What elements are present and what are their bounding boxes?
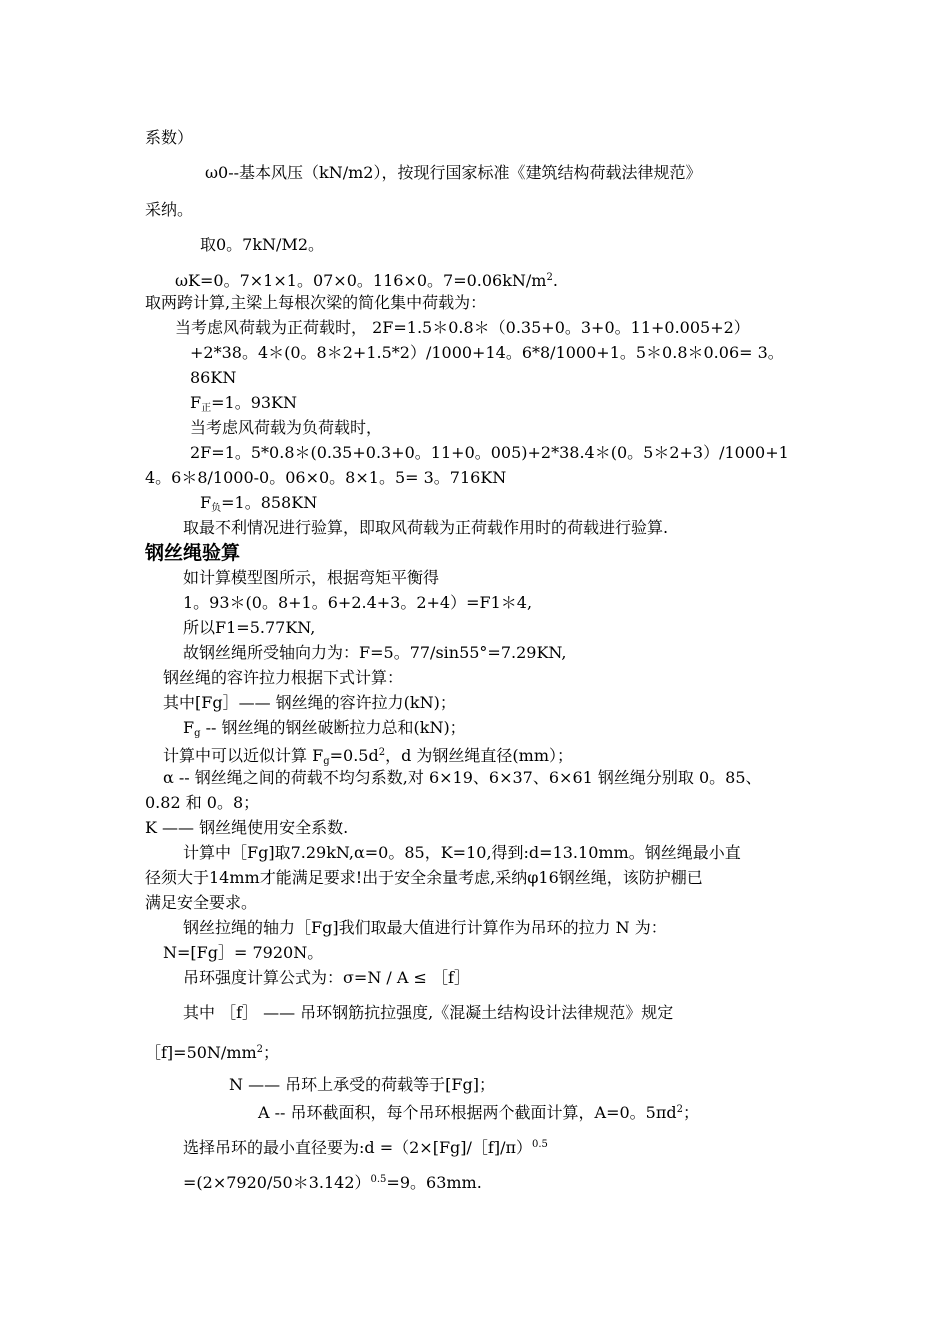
text-line: 故钢丝绳所受轴向力为：F=5。77/sin55°=7.29KN, bbox=[183, 643, 567, 662]
text-line: N —— 吊环上承受的荷载等于[Fg]； bbox=[229, 1075, 496, 1094]
text-line: +2*38。4＊(0。8＊2+1.5*2）/1000+14。6*8/1000+1。5＊0.8＊0.06= 3。 bbox=[190, 343, 784, 362]
text-line: 2F=1。5*0.8＊(0.35+0.3+0。11+0。005)+2*38.4＊(0。5＊2+3）/1000+1 bbox=[190, 443, 789, 462]
text-line: 取两跨计算,主梁上每根次梁的简化集中荷载为： bbox=[145, 293, 487, 312]
text-line: 采纳。 bbox=[145, 200, 194, 219]
text-line: 86KN bbox=[190, 368, 237, 387]
text-line: 计算中可以近似计算 $F_g=0.5d^2$，d 为钢丝绳直径(mm）； bbox=[163, 746, 573, 767]
text-line: 满足安全要求。 bbox=[145, 893, 258, 912]
section-heading: 钢丝绳验算 bbox=[145, 542, 241, 564]
text-line: 4。6＊8/1000-0。06×0。8×1。5= 3。716KN bbox=[145, 468, 507, 487]
text-line: 其中[Fg］—— 钢丝绳的容许拉力(kN)； bbox=[163, 693, 456, 712]
text-line: α -- 钢丝绳之间的荷载不均匀系数,对 6×19、6×37、6×61 钢丝绳分别取 0。85、 bbox=[163, 768, 762, 787]
text-line: 0.82 和 0。8； bbox=[145, 793, 260, 812]
text-line: 取最不利情况进行验算，即取风荷载为正荷载作用时的荷载进行验算. bbox=[183, 518, 669, 537]
text-line: K —— 钢丝绳使用安全系数. bbox=[145, 818, 349, 837]
text-line: ω0--基本风压（kN/m2），按现行国家标准《建筑结构荷载法律规范》 bbox=[205, 163, 702, 182]
text-line: 吊环强度计算公式为：σ=N / A ≤ ［f］ bbox=[183, 968, 470, 987]
text-line: $F_g$ -- 钢丝绳的钢丝破断拉力总和(kN)； bbox=[183, 718, 466, 739]
text-line: 钢丝绳的容许拉力根据下式计算： bbox=[163, 668, 404, 687]
text-line: A -- 吊环截面积，每个吊环根据两个截面计算，A=0。$5\pi d^2$； bbox=[258, 1103, 700, 1122]
text-line: 1。93＊(0。8+1。6+2.4+3。2+4）=F1＊4, bbox=[183, 593, 533, 612]
text-line: $F_负=1$。858KN bbox=[200, 493, 318, 514]
text-line: 所以F1=5.77KN, bbox=[183, 618, 316, 637]
text-line: N=[Fg］= 7920N。 bbox=[163, 943, 324, 962]
text-line: 钢丝拉绳的轴力［Fg]我们取最大值进行计算作为吊环的拉力 N 为： bbox=[183, 918, 667, 937]
text-line: ωK=0。7×1×1。07×0。116×0。$7=0.06kN/m^2$. bbox=[175, 271, 558, 290]
text-line: $[f]=50N/mm^2$； bbox=[145, 1043, 280, 1062]
text-line: 系数） bbox=[145, 128, 194, 147]
text-line: 当考虑风荷载为负荷载时， bbox=[190, 418, 383, 437]
text-line: 当考虑风荷载为正荷载时， 2F=1.5＊0.8＊（0.35+0。3+0。11+0.005+2） bbox=[175, 318, 750, 337]
text-line: 选择吊环的最小直径要为:d =（2×[Fg]/［f]/π）$^{0.5}$ bbox=[183, 1138, 548, 1157]
text-line: 如计算模型图所示，根据弯矩平衡得 bbox=[183, 568, 440, 587]
text-line: 计算中［Fg]取7.29kN,α=0。85，K=10,得到:d=13.10mm。钢丝绳最小直 bbox=[183, 843, 741, 862]
text-line: $F_正=1$。93KN bbox=[190, 393, 298, 414]
text-line: 其中 ［f］ —— 吊环钢筋抗拉强度,《混凝土结构设计法律规范》规定 bbox=[183, 1003, 674, 1022]
text-line: =(2×7920/50＊3.142）$^{0.5}$=9。63mm. bbox=[183, 1173, 482, 1192]
text-line: 取0。7kN/M2。 bbox=[200, 235, 325, 254]
text-line: 径须大于14mm才能满足要求!出于安全余量考虑,采纳φ16钢丝绳，该防护棚已 bbox=[145, 868, 703, 887]
